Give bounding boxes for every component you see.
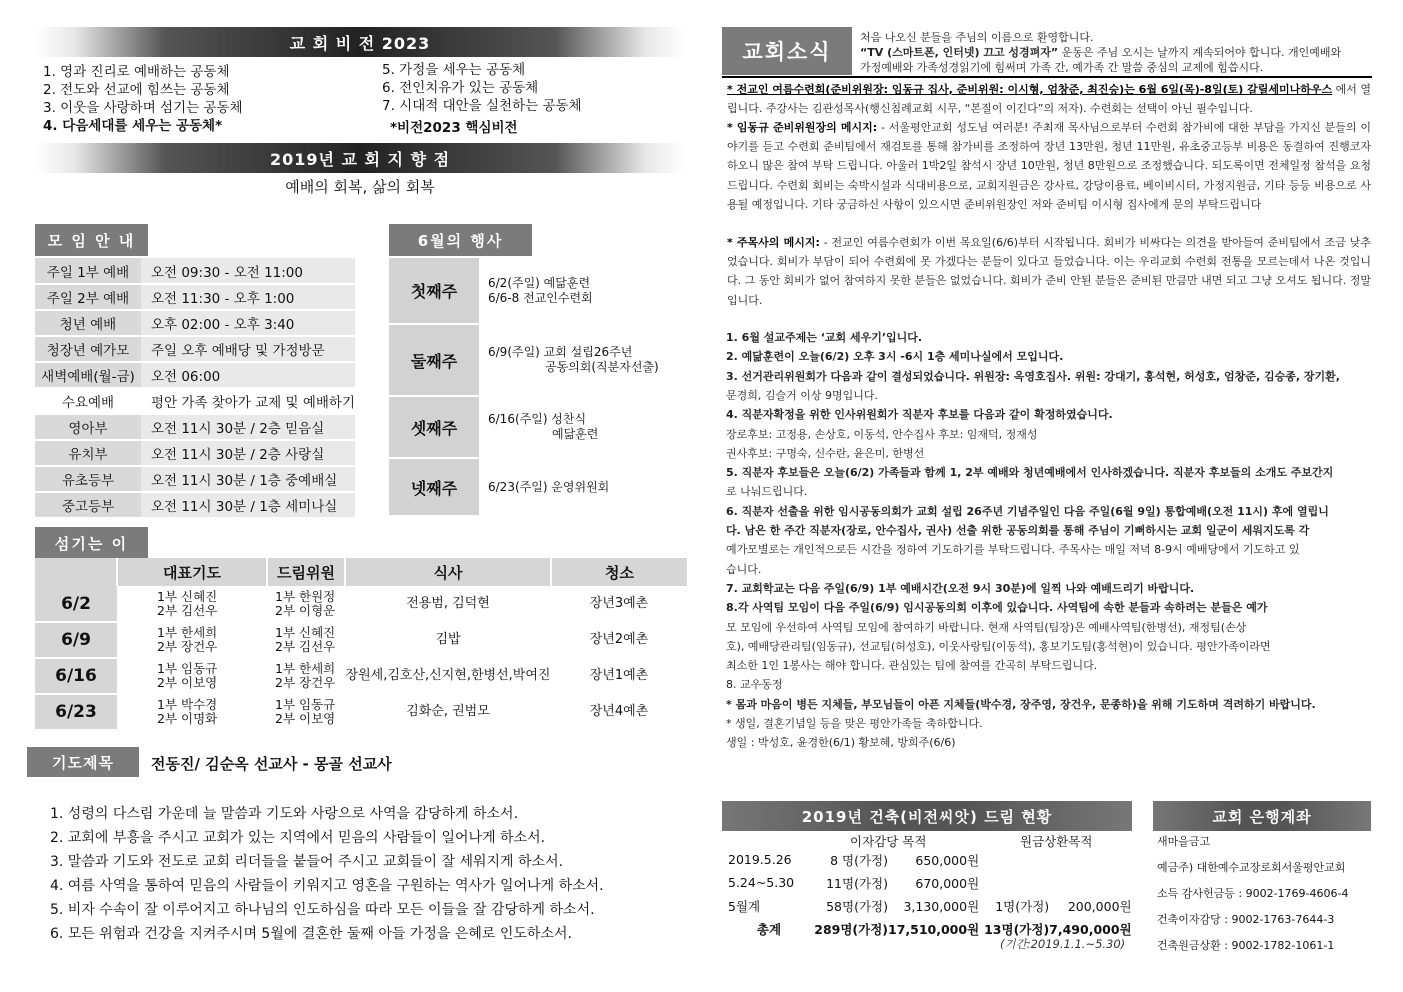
meeting-time: 오후 02:00 - 오후 3:40 (141, 310, 355, 336)
building-title-bar: 2019년 건축(비전씨앗) 드림 현황 (722, 801, 1132, 831)
meeting-name: 유초등부 (35, 466, 141, 492)
servers-header-row: 대표기도 드림위원 식사 청소 (35, 558, 687, 586)
news-item: 4. 직분자확정을 위한 인사위원회가 직분자 후보를 다음과 같이 확정하였습니다. (726, 408, 1113, 422)
event-week: 넷째주 (389, 458, 479, 516)
meeting-name: 청년 예배 (35, 310, 141, 336)
servers-title: 섬기는 이 (35, 527, 148, 559)
meeting-row (35, 388, 355, 414)
meeting-row (35, 492, 355, 518)
news-intro: 처음 나오신 분들을 주님의 이름으로 환영합니다. “TV (스마트폰, 인터넷) 끄고 성경펴자” 운동은 주님 오시는 날까지 계속되어야 합니다. 개인예배와 가정예배와 가족성경읽기에 힘써며 가족 간, 예가족 간 말씀 중심의 교제에 힘씁시다. (860, 31, 1342, 74)
news-item: 문경희, 김슬거 이상 9명입니다. (726, 388, 878, 402)
event-row (389, 324, 671, 396)
meeting-row (35, 362, 355, 388)
account-line: 건축이자감당 : 9002-1763-7644-3 (1157, 913, 1335, 926)
vision-item-core: 4. 다음세대를 세우는 공동체* (43, 118, 223, 134)
meeting-time: 평안 가족 찾아가 교제 및 예배하기 (141, 388, 355, 414)
prayer-item: 2. 교회에 부흥을 주시고 교회가 있는 지역에서 믿음의 사람들이 일어나게 하소서. (50, 830, 546, 846)
meeting-time: 오전 11시 30분 / 1층 세미나실 (141, 492, 355, 518)
meeting-row (35, 284, 355, 310)
server-date: 6/23 (35, 694, 117, 730)
news-item: 다. 남은 한 주간 직분자(장로, 안수집사, 권사) 선출 위한 공동의회를 통해 주님이 기뻐하시는 교회 일군이 세워지도록 각 (726, 524, 1310, 537)
news-item: 최소한 1인 1봉사는 해야 합니다. 관심있는 팀에 참여를 간곡히 부탁드립니다. (726, 659, 1098, 673)
vision-item: 6. 전인치유가 있는 공동체 (382, 80, 539, 96)
vision-item: 2. 전도와 선교에 힘쓰는 공동체 (43, 82, 230, 98)
account-line: 건축원금상환 : 9002-1782-1061-1 (1157, 939, 1335, 952)
building-row: 5.24~5.30 11명(가정) 670,000원 (728, 875, 980, 891)
news-item: 예가모별로는 개인적으로든 시간을 정하여 기도하기를 부탁드립니다. 주목사는 매일 저녁 8-9시 예배당에서 기도하고 있 (726, 543, 1300, 557)
prayer-item: 4. 여름 사역을 통하여 믿음의 사람들이 키워지고 영혼을 구원하는 역사가 일어나게 하소서. (50, 878, 604, 894)
meeting-time: 오전 06:00 (141, 362, 355, 388)
prayer-item: 3. 말씀과 기도와 전도로 교회 리더들을 붙들어 주시고 교회들이 잘 세워지게 하소서. (50, 854, 564, 870)
event-week: 첫째주 (389, 258, 479, 324)
news-item: 2. 예닮훈련이 오늘(6/2) 오후 3시 -6시 1층 세미나실에서 모입니다. (726, 350, 1064, 364)
server-row (35, 658, 687, 694)
server-date: 6/2 (35, 586, 117, 622)
event-desc: 6/9(주일) 교회 설립26주년 공동의회(직분자선출) (479, 324, 671, 396)
news-item: 생일 : 박성호, 윤경한(6/1) 황보혜, 방희주(6/6) (726, 736, 956, 750)
building-table (728, 848, 1132, 940)
vision-item: 5. 가정을 세우는 공동체 (382, 62, 526, 78)
news-title: 교회소식 (722, 27, 852, 75)
account-line: 소득 감사헌금등 : 9002-1769-4606-4 (1157, 887, 1349, 900)
meeting-name: 주일 1부 예배 (35, 258, 141, 284)
server-row (35, 694, 687, 730)
meeting-time: 오전 11:30 - 오후 1:00 (141, 284, 355, 310)
server-clean: 장년4예촌 (551, 694, 687, 730)
news-item: 습니다. (726, 562, 762, 576)
building-header-purpose: 이자감당 목적 (850, 834, 927, 849)
meeting-name: 청장년 예가모 (35, 336, 141, 362)
meeting-name: 중고등부 (35, 492, 141, 518)
server-meal: 전용범, 김덕현 (345, 586, 551, 622)
event-row (389, 258, 671, 324)
server-meal: 장원세,김호산,신지현,한병선,박여진 (345, 658, 551, 694)
meeting-time: 주일 오후 예배당 및 가정방문 (141, 336, 355, 362)
server-date: 6/16 (35, 658, 117, 694)
news-item: 장로후보: 고정용, 손상호, 이동석, 안수집사 후보: 임재덕, 정재성 (726, 427, 1038, 441)
meeting-time: 오전 11시 30분 / 1층 중예배실 (141, 466, 355, 492)
meeting-row (35, 414, 355, 440)
meetings-table (35, 258, 355, 519)
news-item: 로 나눠드립니다. (726, 485, 808, 499)
meeting-name: 새벽예배(월-금) (35, 362, 141, 388)
news-item: 호), 예배당관리팀(임동규), 선교팀(허성호), 이웃사랑팀(이동석), 홍보기도팀(홍석현)이 있습니다. 평안가족이라면 (726, 639, 1271, 653)
news-item: 8.각 사역팀 모임이 다음 주일(6/9) 임시공동의회 이후에 있습니다. 사역팀에 속한 분들과 속하려는 분들은 예가 (726, 601, 1268, 615)
meeting-row (35, 310, 355, 336)
meeting-name: 주일 2부 예배 (35, 284, 141, 310)
server-dream: 1부 임동규 2부 이보영 (267, 694, 345, 730)
vision-core-note: *비전2023 핵심비전 (390, 120, 518, 136)
account-title-bar: 교회 은행계좌 (1153, 801, 1371, 831)
meeting-time: 오전 11시 30분 / 2층 믿음실 (141, 414, 355, 440)
account-bank: 새마을금고 (1157, 835, 1211, 848)
server-meal: 김밥 (345, 622, 551, 658)
events-table (389, 258, 671, 517)
prayer-label: 기도제목 (27, 747, 139, 777)
server-row (35, 586, 687, 622)
building-row: 총계 289명(가정) 17,510,000원 13명(가정) 7,490,000원 (756, 921, 1132, 937)
event-desc: 6/2(주일) 예닮훈련 6/6-8 전교인수련회 (479, 258, 671, 324)
event-week: 셋째주 (389, 396, 479, 458)
meeting-row (35, 336, 355, 362)
server-dream: 1부 한원정 2부 이형운 (267, 586, 345, 622)
vision-item: 7. 시대적 대안을 실천하는 공동체 (382, 98, 582, 114)
news-item: * 생일, 결혼기념일 등을 맞은 평안가족들 축하합니다. (726, 717, 983, 730)
meeting-row (35, 440, 355, 466)
meetings-title: 모 임 안 내 (35, 224, 148, 256)
direction-title-bar: 2019년 교 회 지 향 점 (35, 143, 685, 173)
meeting-row (35, 258, 355, 284)
meeting-name: 수요예배 (35, 388, 141, 414)
event-desc: 6/23(주일) 운영위원회 (479, 458, 671, 516)
news-divider (722, 76, 1372, 78)
direction-text: 예배의 회복, 삶의 회복 (285, 178, 435, 196)
vision-item: 3. 이웃을 사랑하며 섬기는 공동체 (43, 100, 243, 116)
news-item: 7. 교회학교는 다음 주일(6/9) 1부 예배시간(오전 9시 30분)에 일찍 나와 예배드리기 바랍니다. (726, 581, 1195, 595)
building-row: 5월계 58명(가정) 3,130,000원 1명(가정) 200,000원 (728, 898, 1132, 914)
building-period: (기간:2019.1.1.~5.30) (1000, 937, 1126, 951)
event-desc: 6/16(주일) 성찬식 예닮훈련 (479, 396, 671, 458)
server-pray: 1부 한세희 2부 장건우 (117, 622, 267, 658)
server-clean: 장년3예촌 (551, 586, 687, 622)
news-pastor-message: * 주목사의 메시지: - 전교인 여름수련회가 이번 목요일(6/6)부터 시작됩니다. 회비가 비싸다는 의견을 받아들여 준비팀에서 조금 낮추었습니다. 회비가 부담이 되어 수련회에 못 가겠다는 분들이 있다고 들었습니다. 이는 우리교회 수련회 전통을 모르는데서 나온 것입니다. 그 동안 회비가 없어 참여하지 못한 분들은 없었습니다. 회비가 준비 안된 분들은 준비된 만큼만 내면 되고 그냥 오셔도 됩니다. 정말입니다. (727, 236, 1371, 307)
server-clean: 장년2예촌 (551, 622, 687, 658)
prayer-item: 6. 모든 위험과 건강을 지켜주시며 5월에 결혼한 둘째 아들 가정을 은혜로 인도하소서. (50, 926, 572, 942)
prayer-item: 1. 성령의 다스림 가운데 늘 말씀과 기도와 사랑으로 사역을 감당하게 하소서. (50, 806, 519, 822)
news-item: 5. 직분자 후보들은 오늘(6/2) 가족들과 함께 1, 2부 예배와 청년예배에서 인사하겠습니다. 직분자 후보들의 소개도 주보간지 (726, 466, 1334, 480)
server-pray: 1부 박수경 2부 이명화 (117, 694, 267, 730)
news-item: 3. 선거관리위원회가 다음과 같이 결성되었습니다. 위원장: 옥영호집사. 위원: 강대기, 홍석현, 허성호, 엄창준, 김승종, 장기환, (726, 369, 1340, 383)
event-row (389, 458, 671, 516)
meeting-time: 오전 09:30 - 오전 11:00 (141, 258, 355, 284)
news-item: 6. 직분자 선출을 위한 임시공동의회가 교회 설립 26주년 기념주일인 다음 주일(6월 9일) 통합예배(오전 11시) 후에 열립니 (726, 504, 1329, 518)
news-item: 8. 교우동정 (726, 678, 783, 692)
prayer-subject: 전동진/ 김순옥 선교사 - 몽골 선교사 (151, 755, 392, 773)
vision-title-bar: 교 회 비 전 2023 (35, 27, 685, 57)
server-meal: 김화순, 권범모 (345, 694, 551, 730)
meeting-name: 유치부 (35, 440, 141, 466)
news-item: 1. 6월 설교주제는 ‘교회 세우기’입니다. (726, 331, 923, 344)
server-date: 6/9 (35, 622, 117, 658)
news-camp: * 전교인 여름수련회(준비위원장: 임동규 집사, 준비위원: 이시형, 엄창준, 최진승)는 6월 6일(목)-8일(토) 갈릴세미나하우스 에서 열립니다. 주강사는 김관성목사(행신침례교회 시무, “본질이 이긴다”의 저자). 수련회는 선택이 아닌 필수입니다. (727, 83, 1372, 116)
news-item: * 몸과 마음이 병든 지체들, 부모님들이 아픈 지체들(박수경, 장주영, 장건우, 문종하)을 위해 기도하며 격려하기 바랍니다. (726, 697, 1316, 711)
server-dream: 1부 신혜진 2부 김선우 (267, 622, 345, 658)
server-row (35, 622, 687, 658)
server-pray: 1부 신혜진 2부 김선우 (117, 586, 267, 622)
prayer-item: 5. 비자 수속이 잘 이루어지고 하나님의 인도하심을 따라 모든 이들을 잘 감당하게 하소서. (50, 902, 595, 918)
server-pray: 1부 임동규 2부 이보영 (117, 658, 267, 694)
meeting-name: 영아부 (35, 414, 141, 440)
news-item: 모 모임에 우선하여 사역팀 모임에 참여하기 바랍니다. 현재 사역팀(팀장)은 예배사역팀(한병선), 재정팀(손상 (726, 620, 1247, 634)
building-header-principal: 원금상환목적 (1020, 834, 1093, 849)
building-row: 2019.5.26 8 명(가정) 650,000원 (728, 852, 980, 868)
server-clean: 장년1예촌 (551, 658, 687, 694)
meeting-time: 오전 11시 30분 / 2층 사랑실 (141, 440, 355, 466)
meeting-row (35, 466, 355, 492)
events-title: 6월의 행사 (389, 224, 532, 256)
vision-item: 1. 영과 진리로 예배하는 공동체 (43, 64, 230, 80)
event-row (389, 396, 671, 458)
news-item: 권사후보: 구명숙, 신수란, 윤은미, 한병선 (726, 446, 925, 460)
event-week: 둘째주 (389, 324, 479, 396)
news-camp-message: * 임동규 준비위원장의 메시지: - 서울평안교회 성도님 여러분! 주최재 목사님으로부터 수련회 참가비에 대한 부담을 가지신 분들의 이야기를 듣고 수련회 준비팀에서 재검토를 통해 참가비를 조정하여 장년 13만원, 청년 11만원, 유초중고등부 비용은 동결하여 진행코자 하오니 많은 참여 부탁 드립니다. 아울러 1박2일 참석시 장년 10만원, 청년 8만원으로 조정했습니다. 되도록이면 전체일정 참석을 요청드립니다. 수련회 회비는 숙박시설과 식대비용으로, 교회지원금은 강사료, 강당이용료, 베이비시터, 가정지원금, 기타 등등 비용으로 사용될 예정입니다. 기타 궁금하신 사항이 있으시면 준비위원장인 저와 준비팀 이시형 집사에게 문의 부탁드립니다 (727, 121, 1371, 211)
account-holder: 예금주) 대한예수교장로회서울평안교회 (1157, 861, 1346, 874)
server-dream: 1부 한세희 2부 장건우 (267, 658, 345, 694)
servers-table (35, 558, 687, 731)
